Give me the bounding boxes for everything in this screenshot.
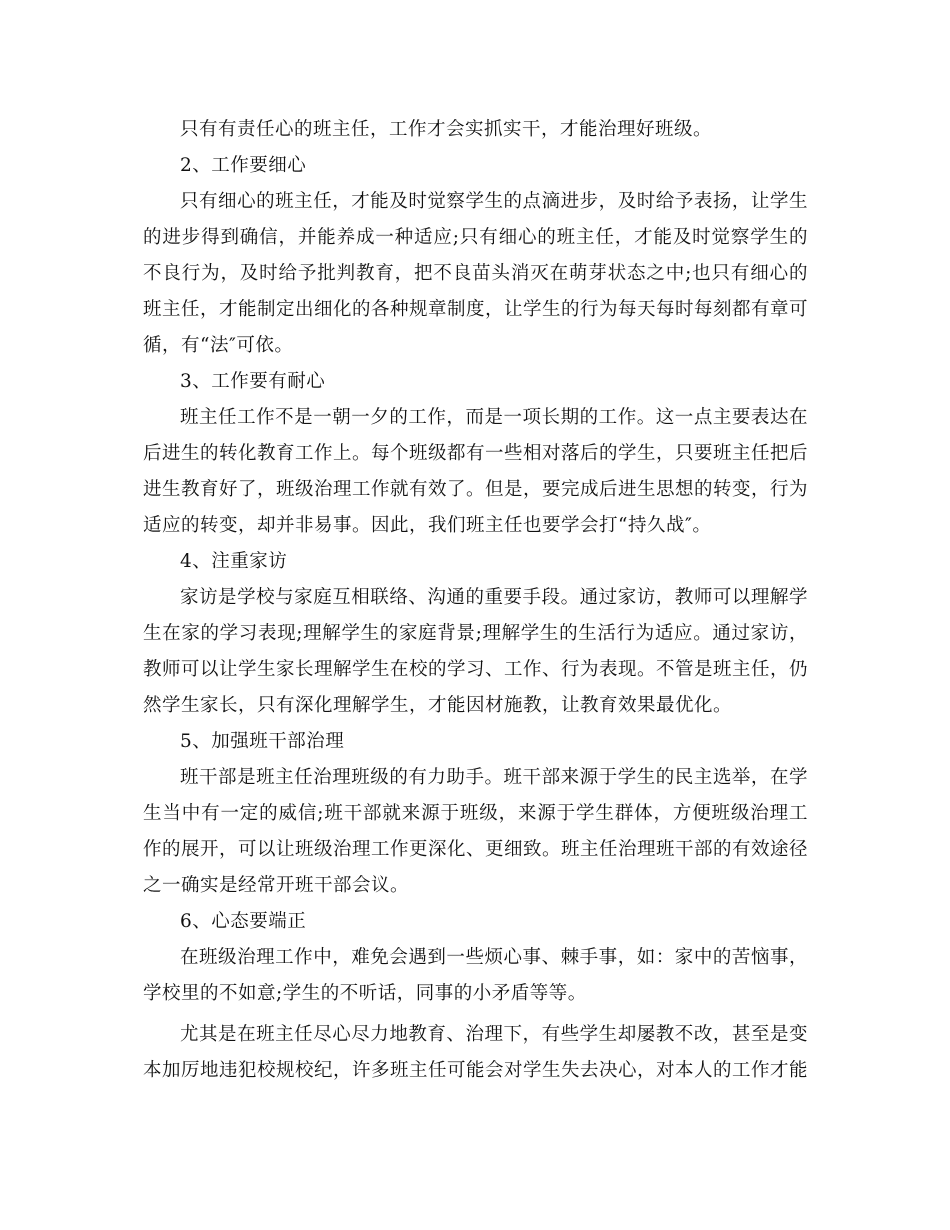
heading-work-patiently: 3、工作要有耐心 — [180, 371, 326, 392]
heading-home-visits: 4、注重家访 — [180, 551, 288, 572]
paragraph-patience: 班主任工作不是一朝一夕的工作，而是一项长期的工作。这一点主要表达在后进生的转化教育工作上。每个班级都有一些相对落后的学生，只要班主任把后进生教育好了，班级治理工作就有效了。但是，要完成后进生思想的转变，行为适应的转变，却并非易事。因此，我们班主任也要学会打“持久战″。 — [143, 407, 809, 536]
paragraph-home-visits: 家访是学校与家庭互相联络、沟通的重要手段。通过家访，教师可以理解学生在家的学习表现;理解学生的家庭背景;理解学生的生活行为适应。通过家访，教师可以让学生家长理解学生在校的学习、工作、行为表现。不管是班主任，仍然学生家长，只有深化理解学生，才能因材施教，让教育效果最优化。 — [143, 587, 809, 716]
paragraph-class-cadres: 班干部是班主任治理班级的有力助手。班干部来源于学生的民主选举，在学生当中有一定的威信;班干部就来源于班级，来源于学生群体，方便班级治理工作的展开，可以让班级治理工作更深化、更细致。班主任治理班干部的有效途径之一确实是经常开班干部会议。 — [143, 767, 809, 896]
paragraph-carefulness: 只有细心的班主任，才能及时觉察学生的点滴进步，及时给予表扬，让学生的进步得到确信，并能养成一种适应;只有细心的班主任，才能及时觉察学生的不良行为，及时给予批判教育，把不良苗头消灭在萌芽状态之中;也只有细心的班主任，才能制定出细化的各种规章制度，让学生的行为每天每时每刻都有章可循，有“法″可依。 — [143, 191, 809, 356]
paragraph-responsibility-conclusion: 只有有责任心的班主任，工作才会实抓实干，才能治理好班级。 — [180, 119, 713, 140]
heading-work-carefully: 2、工作要细心 — [180, 155, 307, 176]
paragraph-attitude-students: 尤其是在班主任尽心尽力地教育、治理下，有些学生却屡教不改，甚至是变本加厉地违犯校规校纪，许多班主任可能会对学生失去决心，对本人的工作才能 — [143, 1024, 809, 1081]
paragraph-attitude-troubles: 在班级治理工作中，难免会遇到一些烦心事、棘手事，如：家中的苦恼事，学校里的不如意;学生的不听话，同事的小矛盾等等。 — [143, 947, 808, 1004]
heading-class-cadres: 5、加强班干部治理 — [180, 731, 345, 752]
document-body — [143, 112, 808, 1089]
heading-attitude: 6、心态要端正 — [180, 911, 307, 932]
